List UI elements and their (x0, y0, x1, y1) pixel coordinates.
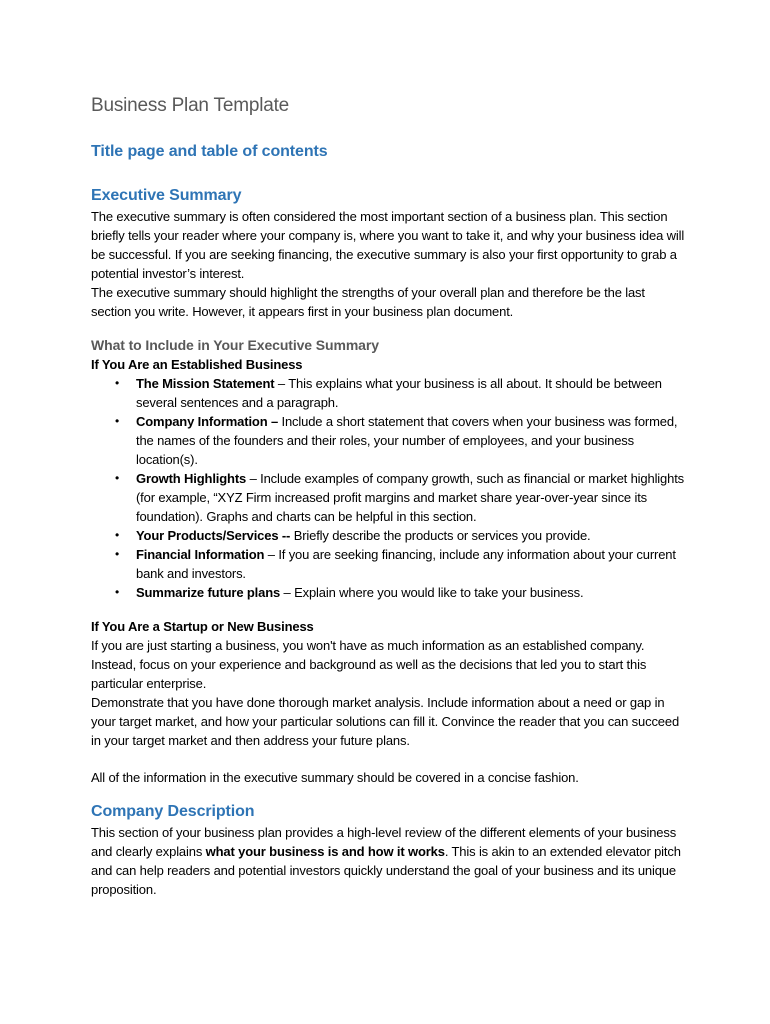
bullet-text: – Include examples of company growth, such as financial or market highlights (for example, “XYZ Firm increased profit margins and market share year-over-year since its foundation). Graphs and charts can be helpful in this section. (136, 471, 685, 524)
heading-what-to-include: What to Include in Your Executive Summary (91, 337, 379, 353)
list-item (91, 545, 685, 583)
company-description-paragraph (91, 823, 685, 899)
bullet-term: Growth Highlights (136, 471, 247, 486)
heading-company-description: Company Description (91, 803, 255, 820)
bullet-text: – This explains what your business is all about. It should be between several sentences and a paragraph. (136, 376, 662, 410)
heading-executive-summary: Executive Summary (91, 187, 242, 204)
list-item (91, 412, 685, 469)
exec-summary-paragraph-2: The executive summary should highlight the strengths of your overall plan and therefore be the last section you write. However, it appears first in your business plan document. (91, 285, 645, 319)
bullet-text: – If you are seeking financing, include any information about your current bank and investors. (136, 547, 676, 581)
list-item (91, 583, 685, 602)
list-item (91, 526, 685, 545)
established-business-list (91, 374, 685, 602)
company-description-text-end: . This is akin to an extended elevator pitch and can help readers and potential investors quickly understand the goal of your business and its unique proposition. (91, 844, 681, 897)
bullet-term: Company Information – (136, 414, 279, 429)
bullet-term: Your Products/Services -- (136, 528, 291, 543)
company-description-text-start: This section of your business plan provides a high-level review of the different elements of your business and clearly explains (91, 825, 677, 859)
bullet-text: Include a short statement that covers when your business was formed, the names of the founders and their roles, your number of employees, and your business location(s). (136, 414, 678, 467)
bullet-icon: • (115, 376, 120, 390)
bullet-text: – Explain where you would like to take your business. (280, 585, 584, 600)
startup-paragraph-1: If you are just starting a business, you won't have as much information as an established company. Instead, focus on your experience and background as well as the decisions that led you to start this particular enterprise. (91, 638, 647, 691)
concise-paragraph: All of the information in the executive summary should be covered in a concise fashion. (91, 770, 579, 785)
heading-startup-business: If You Are a Startup or New Business (91, 619, 314, 634)
bullet-icon: • (115, 547, 120, 561)
document-title: Business Plan Template (91, 95, 290, 116)
bullet-term: The Mission Statement (136, 376, 275, 391)
exec-summary-paragraph-1: The executive summary is often considered the most important section of a business plan. This section briefly tells your reader where your company is, where you want to take it, and why your business idea will be successful. If you are seeking financing, the executive summary is also your first opportunity to grab a potential investor’s interest. (91, 209, 685, 281)
company-description-bold: what your business is and how it works (205, 844, 445, 859)
bullet-icon: • (115, 528, 120, 542)
bullet-term: Financial Information (136, 547, 265, 562)
heading-title-page: Title page and table of contents (91, 143, 328, 160)
startup-paragraph-2: Demonstrate that you have done thorough market analysis. Include information about a need or gap in your target market, and how your particular solutions can fill it. Convince the reader that you can succeed in your target market and then address your future plans. (91, 695, 680, 748)
list-item (91, 469, 685, 526)
list-item (91, 374, 685, 412)
bullet-icon: • (115, 471, 120, 485)
bullet-term: Summarize future plans (136, 585, 281, 600)
bullet-icon: • (115, 414, 120, 428)
bullet-icon: • (115, 585, 120, 599)
heading-established-business: If You Are an Established Business (91, 357, 303, 372)
bullet-text: Briefly describe the products or services you provide. (290, 528, 591, 543)
